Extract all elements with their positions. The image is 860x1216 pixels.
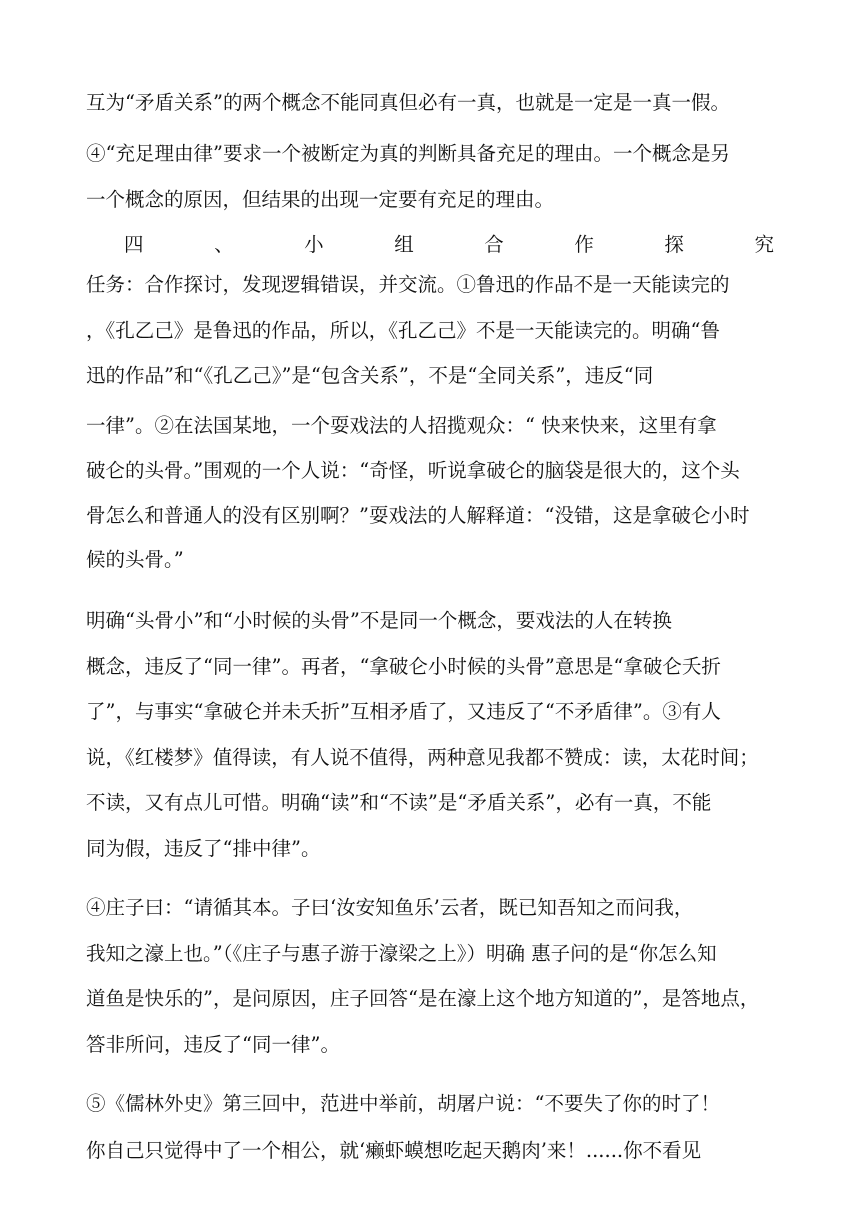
heading-char: 探 — [664, 233, 684, 256]
text-line: 破仑的头骨。”围观的一个人说：“奇怪，听说拿破仑的脑袋是很大的，这个头 — [86, 459, 740, 482]
text-line: 不读，又有点儿可惜。明确“读”和“不读”是“矛盾关系”，必有一真，不能 — [86, 791, 712, 814]
heading-char: 小 — [304, 233, 324, 256]
text-line: 一个概念的原因，但结果的出现一定要有充足的理由。 — [86, 188, 555, 211]
text-line: ，《孔乙己》是鲁迅的作品，所以，《孔乙己》不是一天能读完的。明确“鲁 — [86, 319, 720, 342]
text-line: 明确“头骨小”和“小时候的头骨”不是同一个概念，要戏法的人在转换 — [86, 609, 672, 632]
text-line: 任务：合作探讨，发现逻辑错误，并交流。①鲁迅的作品不是一天能读完的 — [86, 273, 730, 296]
text-line: 骨怎么和普通人的没有区别啊？”耍戏法的人解释道：“没错，这是拿破仑小时 — [86, 504, 750, 527]
text-line: 你自己只觉得中了一个相公，就‘癞虾蟆想吃起天鹅肉’来！......你不看见 — [86, 1139, 702, 1162]
heading-char: 合 — [484, 233, 504, 256]
text-line: 道鱼是快乐的”，是问原因，庄子回答“是在濠上这个地方知道的”，是答地点， — [86, 987, 760, 1010]
heading-char: 组 — [394, 233, 414, 256]
text-line: 候的头骨。” — [86, 548, 184, 571]
heading-char: 、 — [214, 233, 234, 256]
text-line: 一律”。②在法国某地，一个耍戏法的人招揽观众：“ 快来快来，这里有拿 — [86, 414, 717, 437]
text-line: 同为假，违反了“排中律”。 — [86, 837, 321, 860]
section-heading — [124, 232, 774, 258]
text-line: 说，《红楼梦》值得读，有人说不值得，两种意见我都不赞成：读，太花时间； — [86, 746, 759, 769]
text-line: ④庄子曰：“请循其本。子曰‘汝安知鱼乐’云者，既已知吾知之而问我， — [86, 896, 694, 919]
heading-char: 四 — [124, 233, 144, 256]
text-line: 了”，与事实“拿破仑并未夭折”互相矛盾了，又违反了“不矛盾律”。③有人 — [86, 700, 721, 723]
text-line: ④“充足理由律”要求一个被断定为真的判断具备充足的理由。一个概念是另 — [86, 142, 730, 165]
text-line: 我知之濠上也。”（《庄子与惠子游于濠梁之上》）明确 惠子问的是“你怎么知 — [86, 942, 717, 965]
text-line: 答非所问，违反了“同一律”。 — [86, 1033, 340, 1056]
heading-char: 究 — [754, 233, 774, 256]
heading-char: 作 — [574, 233, 594, 256]
text-line: ⑤《儒林外史》第三回中，范进中举前，胡屠户说：“不要失了你的时了！ — [86, 1092, 720, 1115]
text-line: 互为“矛盾关系”的两个概念不能同真但必有一真，也就是一定是一真一假。 — [86, 91, 730, 114]
text-line: 迅的作品”和“《孔乙己》”是“包含关系”，不是“全同关系”，违反“同 — [86, 364, 654, 387]
text-line: 概念，违反了“同一律”。再者，“拿破仑小时候的头骨”意思是“拿破仑夭折 — [86, 655, 721, 678]
